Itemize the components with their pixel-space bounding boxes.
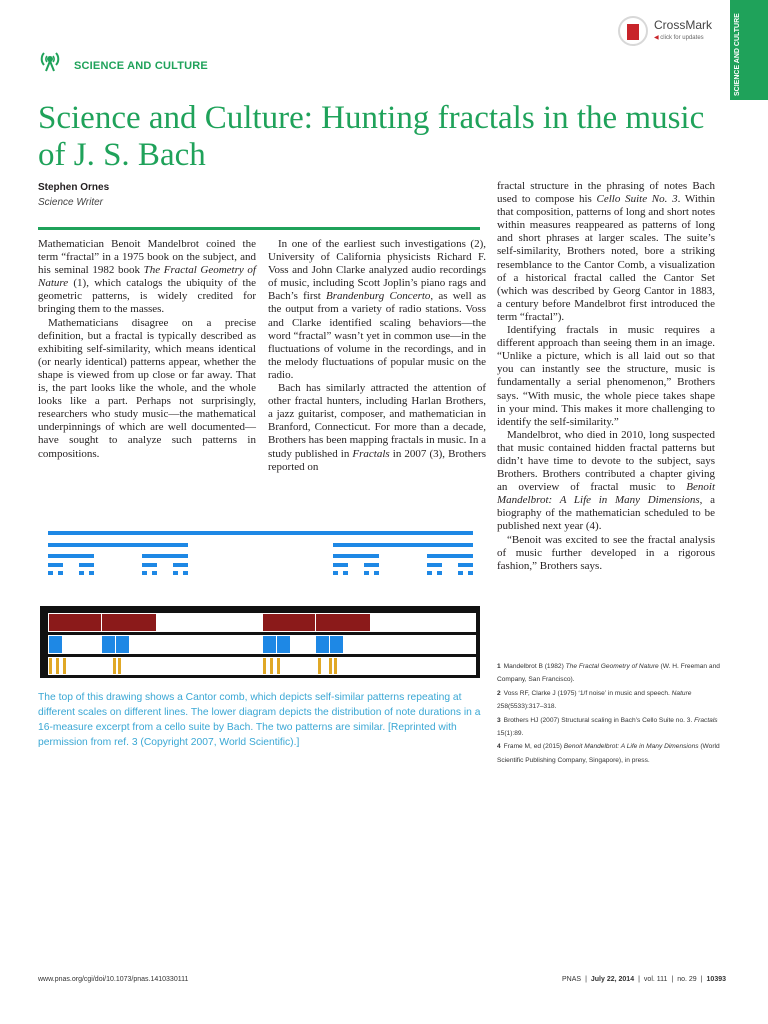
body-column-1 (38, 238, 256, 461)
issue-number: no. 29 (677, 976, 697, 983)
crossmark-title: CrossMark (654, 18, 713, 32)
section-tab-label: SCIENCE AND CULTURE (734, 13, 741, 96)
figure-caption: The top of this drawing shows a Cantor comb, which depicts self-similar patterns repeating at different scales on different lines. The lower diagram depicts the distribution of note durations in a 16-measure excerpt from a cello suite by Bach. The two patterns are similar. [Reprinted with permission from ref. 3 (Copyright 2007, World Scientific).] (38, 692, 481, 748)
doi-link[interactable]: www.pnas.org/cgi/doi/10.1073/pnas.1410330111 (38, 976, 189, 983)
page-number: 10393 (706, 976, 726, 983)
paragraph: In one of the earliest such investigations (2), University of California physicists Richard F. Voss and John Clarke analyzed audio recordings of music, including Scott Joplin’s piano rags and Bach’s first Brandenburg Concerto, as well as the output from a variety of radio stations. Voss and Clarke identified scaling behaviors—the word “fractal” wasn’t yet in common use—in the fluctuations of volume in the recordings, and in the melody fluctuations of popular music on the radio. (268, 238, 486, 381)
header-rule (38, 227, 480, 230)
paragraph: “Benoit was excited to see the fractal analysis of music further developed in a rigorous fashion,” Brothers says. (497, 533, 715, 572)
body-column-2 (268, 238, 486, 474)
paragraph: Mandelbrot, who died in 2010, long suspected that music contained hidden fractal patterns but didn’t have time to devote to the subject, says Brothers. Brothers contributed a chapter giving an overview of fractal music to Benoit Mandelbrot: A Life in Many Dimensions, a biography of the mathematician scheduled to be published next year (4). (497, 428, 715, 533)
crossmark-badge[interactable] (618, 16, 728, 52)
reference-item: 4 Frame M, ed (2015) Benoit Mandelbrot: A Life in Many Dimensions (World Scientific Publishing Company, Singapore), in press. (497, 743, 720, 764)
crossmark-subtitle: ◀ click for updates (654, 35, 704, 41)
journal-info: PNAS | July 22, 2014 | vol. 111 | no. 29 | 10393 (562, 976, 726, 983)
reference-item: 2 Voss RF, Clarke J (1975) ‘1/f noise’ in music and speech. Nature 258(5533):317–318. (497, 689, 692, 711)
paragraph: fractal structure in the phrasing of notes Bach used to compose his Cello Suite No. 3. Within that composition, patterns of long and short notes within measures reappeared as patterns of long and short phrases at larger scales. The suite’s self-similarity, Brothers noted, bore a striking resemblance to the Cantor Comb, a visualization of a historical fractal called the Cantor Set (which was described by Georg Cantor in 1883, a century before Mandelbrot first introduced the term “fractal”). (497, 180, 715, 323)
paragraph: Mathematician Benoit Mandelbrot coined the term “fractal” in a 1975 book on the subject, and his seminal 1982 book The Fractal Geometry of Nature (1), which catalogs the ubiquity of the geometric patterns, is widely credited for bringing them to the masses. (38, 238, 256, 316)
section-label: SCIENCE AND CULTURE (74, 60, 208, 72)
author-affiliation: Science Writer (38, 197, 104, 208)
note-duration-diagram (40, 606, 480, 678)
reference-item: 1 Mandelbrot B (1982) The Fractal Geometry of Nature (W. H. Freeman and Company, San Francisco). (497, 663, 720, 684)
paragraph: Mathematicians disagree on a precise definition, but a fractal is typically described as exhibiting self-similarity, which means identical (or nearly identical) patterns appear, whether the shape is viewed from up close or far away. That is, the part looks like the whole, and the whole looks like a part. Perhaps not surprisingly, researchers who study music—the mathematical underpinnings of which are well documented—have sought to analyze such patterns in compositions. (38, 316, 256, 460)
volume: vol. 111 (643, 976, 668, 983)
paragraph: Bach has similarly attracted the attention of other fractal hunters, including Harlan Brothers, a jazz guitarist, composer, and mathematician in Branford, Connecticut. For more than a decade, Brothers has been mapping fractals in music. In a study published in Fractals in 2007 (3), Brothers reported on (268, 382, 487, 473)
issue-date: July 22, 2014 (590, 976, 635, 983)
cantor-comb-figure (38, 528, 482, 678)
author-name: Stephen Ornes (38, 182, 110, 193)
broadcast-icon (38, 50, 62, 72)
journal-name: PNAS (562, 976, 582, 983)
article-title: Science and Culture: Hunting fractals in the music of J. S. Bach (38, 100, 705, 173)
reference-item: 3 Brothers HJ (2007) Structural scaling in Bach’s Cello Suite no. 3. Fractals 15(1):89. (497, 716, 718, 738)
crossmark-icon (618, 16, 648, 46)
references-list (497, 660, 722, 767)
section-tab (730, 0, 768, 100)
cantor-comb (48, 531, 473, 575)
paragraph: Identifying fractals in music requires a different approach than seeing them in an image. “Unlike a picture, which is all laid out so that you can instantly see the structure, music is fundamentally a serial phenomenon,” Brothers says. “With music, the whole piece takes shape in your mind. This makes it more challenging to identify the self-similarity.” (497, 324, 715, 428)
body-column-3 (497, 180, 715, 573)
